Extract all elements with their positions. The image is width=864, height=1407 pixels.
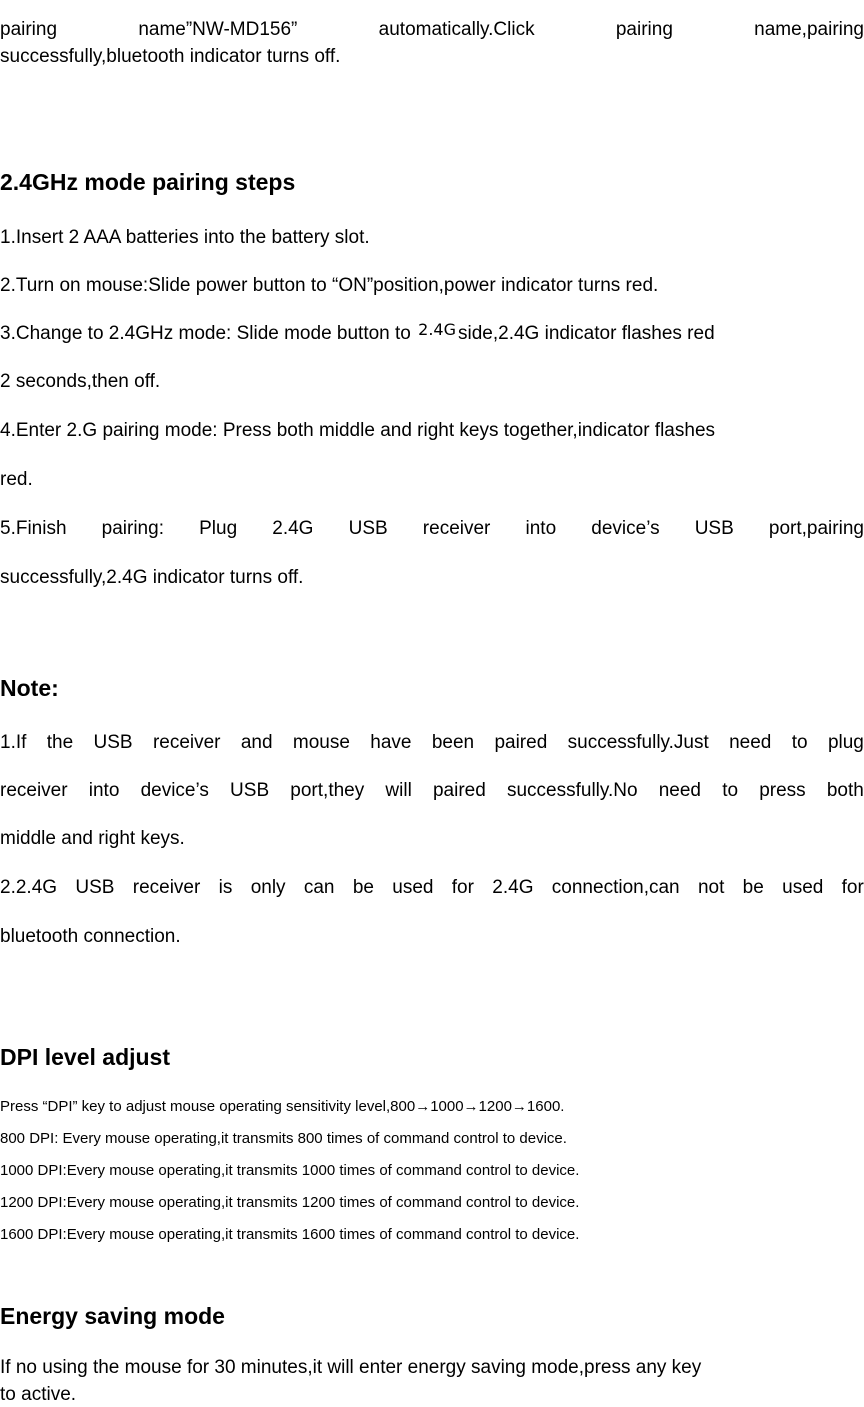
- word: receiver: [0, 780, 68, 801]
- word: not: [697, 877, 725, 898]
- word: only: [250, 877, 286, 898]
- note-1-line-1: [0, 731, 864, 755]
- pairing-step-1: 1.Insert 2 AAA batteries into the battery slot.: [0, 227, 370, 248]
- pairing-step-3-before: 3.Change to 2.4GHz mode: Slide mode button to: [0, 323, 411, 344]
- word: into: [525, 518, 557, 539]
- section-heading-note: Note:: [0, 675, 59, 701]
- word: to: [722, 780, 739, 801]
- word: can: [303, 877, 335, 898]
- word: press: [759, 780, 806, 801]
- word: name”NW-MD156”: [138, 19, 298, 40]
- pairing-step-3-cont: 2 seconds,then off.: [0, 371, 161, 392]
- word: for: [451, 877, 474, 898]
- note-1-line-2: [0, 779, 864, 803]
- word: used: [782, 877, 824, 898]
- word: device’s: [591, 518, 660, 539]
- word: USB: [230, 780, 270, 801]
- note-2-line-2: bluetooth connection.: [0, 926, 181, 947]
- pairing-step-5: [0, 517, 864, 541]
- dpi-line-4: 1200 DPI:Every mouse operating,it transmits 1200 times of command control to device.: [0, 1194, 580, 1211]
- word: automatically.Click: [378, 19, 535, 40]
- mode-24g-label: 2.4G: [418, 320, 456, 339]
- word: be: [742, 877, 764, 898]
- word: mouse: [292, 732, 350, 753]
- energy-line-1: If no using the mouse for 30 minutes,it will enter energy saving mode,press any key: [0, 1357, 702, 1378]
- word: USB: [93, 732, 133, 753]
- word: is: [218, 877, 233, 898]
- energy-line-2: to active.: [0, 1384, 77, 1405]
- word: 1.If: [0, 732, 27, 753]
- word: 2.4G: [272, 518, 314, 539]
- word: will: [385, 780, 412, 801]
- word: pairing: [0, 19, 58, 40]
- word: 2.2.4G: [0, 877, 58, 898]
- pairing-step-4: 4.Enter 2.G pairing mode: Press both middle and right keys together,indicator flashes: [0, 420, 716, 441]
- word: to: [791, 732, 808, 753]
- word: name,pairing: [754, 19, 864, 40]
- section-heading-24ghz: 2.4GHz mode pairing steps: [0, 169, 296, 195]
- pairing-step-5-cont: successfully,2.4G indicator turns off.: [0, 567, 304, 588]
- word: paired: [432, 780, 486, 801]
- intro-line-1: [0, 18, 864, 42]
- pairing-step-2: 2.Turn on mouse:Slide power button to “ON”position,power indicator turns red.: [0, 275, 659, 296]
- word: receiver: [422, 518, 491, 539]
- word: and: [240, 732, 273, 753]
- word: need: [729, 732, 772, 753]
- word: receiver: [152, 732, 221, 753]
- word: receiver: [132, 877, 201, 898]
- word: port,pairing: [768, 518, 864, 539]
- section-heading-energy: Energy saving mode: [0, 1303, 225, 1329]
- word: plug: [827, 732, 864, 753]
- dpi-line-2: 800 DPI: Every mouse operating,it transmits 800 times of command control to device.: [0, 1130, 567, 1147]
- word: 2.4G: [492, 877, 534, 898]
- word: 5.Finish: [0, 518, 67, 539]
- word: have: [370, 732, 412, 753]
- word: both: [826, 780, 864, 801]
- word: port,they: [290, 780, 365, 801]
- word: the: [46, 732, 74, 753]
- word: paired: [494, 732, 548, 753]
- note-2-line-1: [0, 876, 864, 900]
- pairing-step-3-after: side,2.4G indicator flashes red: [458, 323, 715, 344]
- word: device’s: [140, 780, 209, 801]
- word: into: [88, 780, 120, 801]
- word: USB: [348, 518, 388, 539]
- word: for: [841, 877, 864, 898]
- word: be: [352, 877, 374, 898]
- word: used: [392, 877, 434, 898]
- word: connection,can: [551, 877, 680, 898]
- dpi-line-3: 1000 DPI:Every mouse operating,it transmits 1000 times of command control to device.: [0, 1162, 580, 1179]
- word: successfully.No: [506, 780, 638, 801]
- pairing-step-4-cont: red.: [0, 469, 33, 490]
- dpi-line-1: Press “DPI” key to adjust mouse operating sensitivity level,800→1000→1200→1600.: [0, 1098, 565, 1115]
- word: need: [658, 780, 702, 801]
- pairing-step-3: [0, 322, 864, 346]
- section-heading-dpi: DPI level adjust: [0, 1044, 171, 1070]
- word: successfully.Just: [567, 732, 709, 753]
- word: USB: [75, 877, 115, 898]
- word: pairing:: [101, 518, 164, 539]
- word: been: [431, 732, 475, 753]
- note-1-line-3: middle and right keys.: [0, 828, 185, 849]
- word: Plug: [199, 518, 238, 539]
- dpi-line-5: 1600 DPI:Every mouse operating,it transmits 1600 times of command control to device.: [0, 1226, 580, 1243]
- intro-line-2: successfully,bluetooth indicator turns off.: [0, 46, 341, 67]
- word: USB: [694, 518, 734, 539]
- word: pairing: [615, 19, 673, 40]
